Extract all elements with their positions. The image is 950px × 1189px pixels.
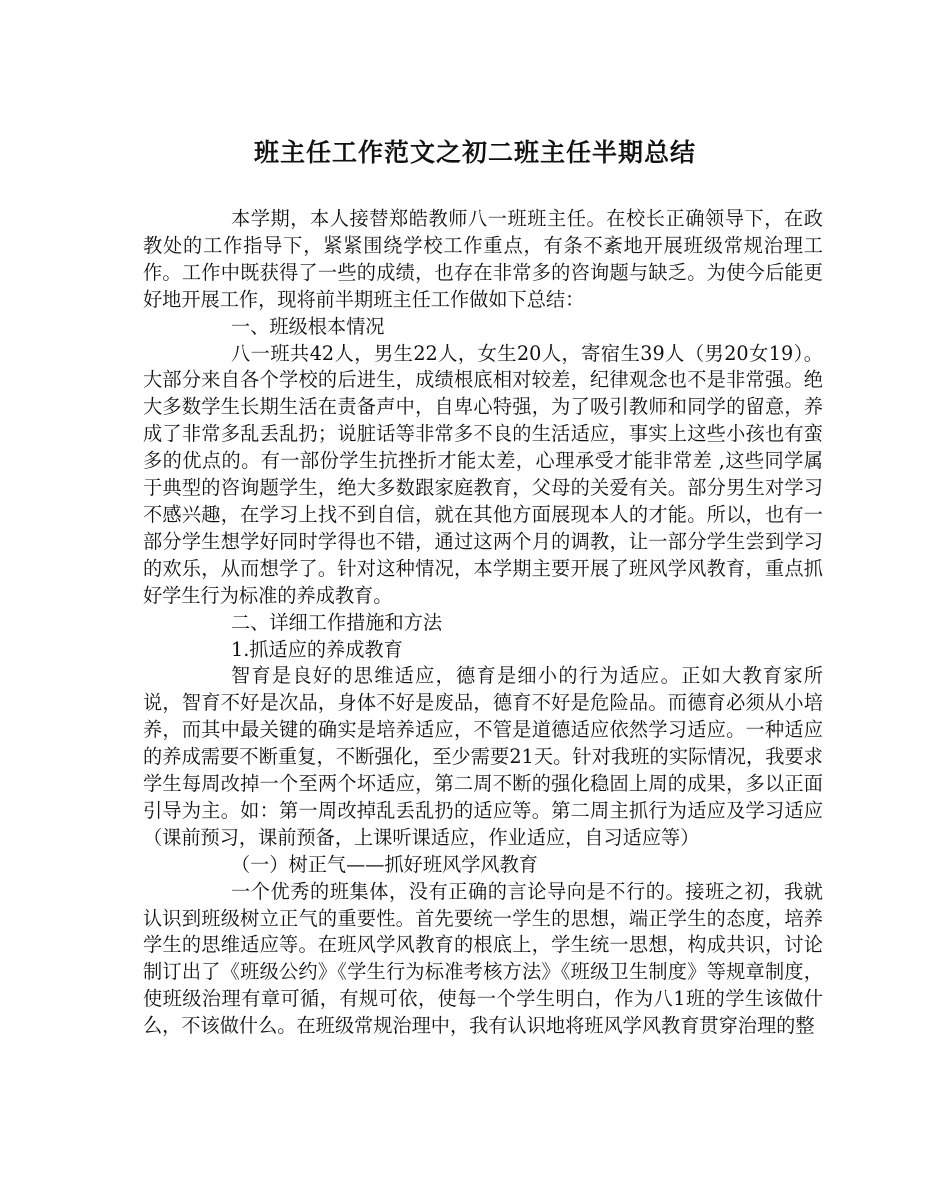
document-body: [143, 206, 823, 1040]
heading-section-2: 二、详细工作措施和方法: [231, 610, 443, 634]
heading-subsection-a: （一）树正气——抓好班风学风教育: [231, 852, 538, 876]
paragraph-class-situation: 八一班共42人，男生22人，女生20人，寄宿生39人（男20女19）。大部分来自各个学校的后进生，成绩根底相对较差，纪律观念也不是非常强。绝大多数学生长期生活在责备声中，自卑心特强，为了吸引教师和同学的留意，养成了非常多乱丢乱扔；说脏话等非常多不良的生活适应，事实上这些小孩也有蛮多的优点的。有一部份学生抗挫折才能太差，心理承受才能非常差 ,这些同学属于典型的咨询题学生，绝大多数跟家庭教育，父母的关爱有关。部分男生对学习不感兴趣，在学习上找不到自信，就在其他方面展现本人的才能。所以，也有一部分学生想学好同时学得也不错，通过这两个月的调教，让一部分学生尝到学习的欢乐，从而想学了。针对这种情况，本学期主要开展了班风学风教育，重点抓好学生行为标准的养成教育。: [143, 341, 823, 607]
document-title: 班主任工作范文之初二班主任半期总结: [253, 138, 696, 167]
paragraph-class-spirit: 一个优秀的班集体，没有正确的言论导向是不行的。接班之初，我就认识到班级树立正气的重要性。首先要统一学生的思想，端正学生的态度，培养学生的思维适应等。在班风学风教育的根底上，学生统一思想，构成共识，讨论制订出了《班级公约》《学生行为标准考核方法》《班级卫生制度》等规章制度，使班级治理有章可循，有规可依，使每一个学生明白，作为八1班的学生该做什么，不该做什么。在班级常规治理中，我有认识地将班风学风教育贯穿治理的整: [143, 879, 823, 1038]
paragraph-habit-education: 智育是良好的思维适应，德育是细小的行为适应。正如大教育家所说，智育不好是次品，身体不好是废品，德育不好是危险品。而德育必须从小培养，而其中最关键的确实是培养适应，不管是道德适应依然学习适应。一种适应的养成需要不断重复，不断强化，至少需要21天。针对我班的实际情况，我要求学生每周改掉一个至两个坏适应，第二周不断的强化稳固上周的成果，多以正面引导为主。如：第一周改掉乱丢乱扔的适应等。第二周主抓行为适应及学习适应（课前预习，课前预备，上课听课适应，作业适应，自习适应等）: [143, 664, 823, 849]
heading-subsection-1: 1.抓适应的养成教育: [231, 637, 403, 661]
heading-section-1: 一、班级根本情况: [231, 314, 385, 338]
paragraph-intro: 本学期，本人接替郑皓教师八一班班主任。在校长正确领导下，在政教处的工作指导下，紧紧围绕学校工作重点，有条不紊地开展班级常规治理工作。工作中既获得了一些的成绩，也存在非常多的咨询题与缺乏。为使今后能更好地开展工作，现将前半期班主任工作做如下总结：: [143, 207, 823, 311]
